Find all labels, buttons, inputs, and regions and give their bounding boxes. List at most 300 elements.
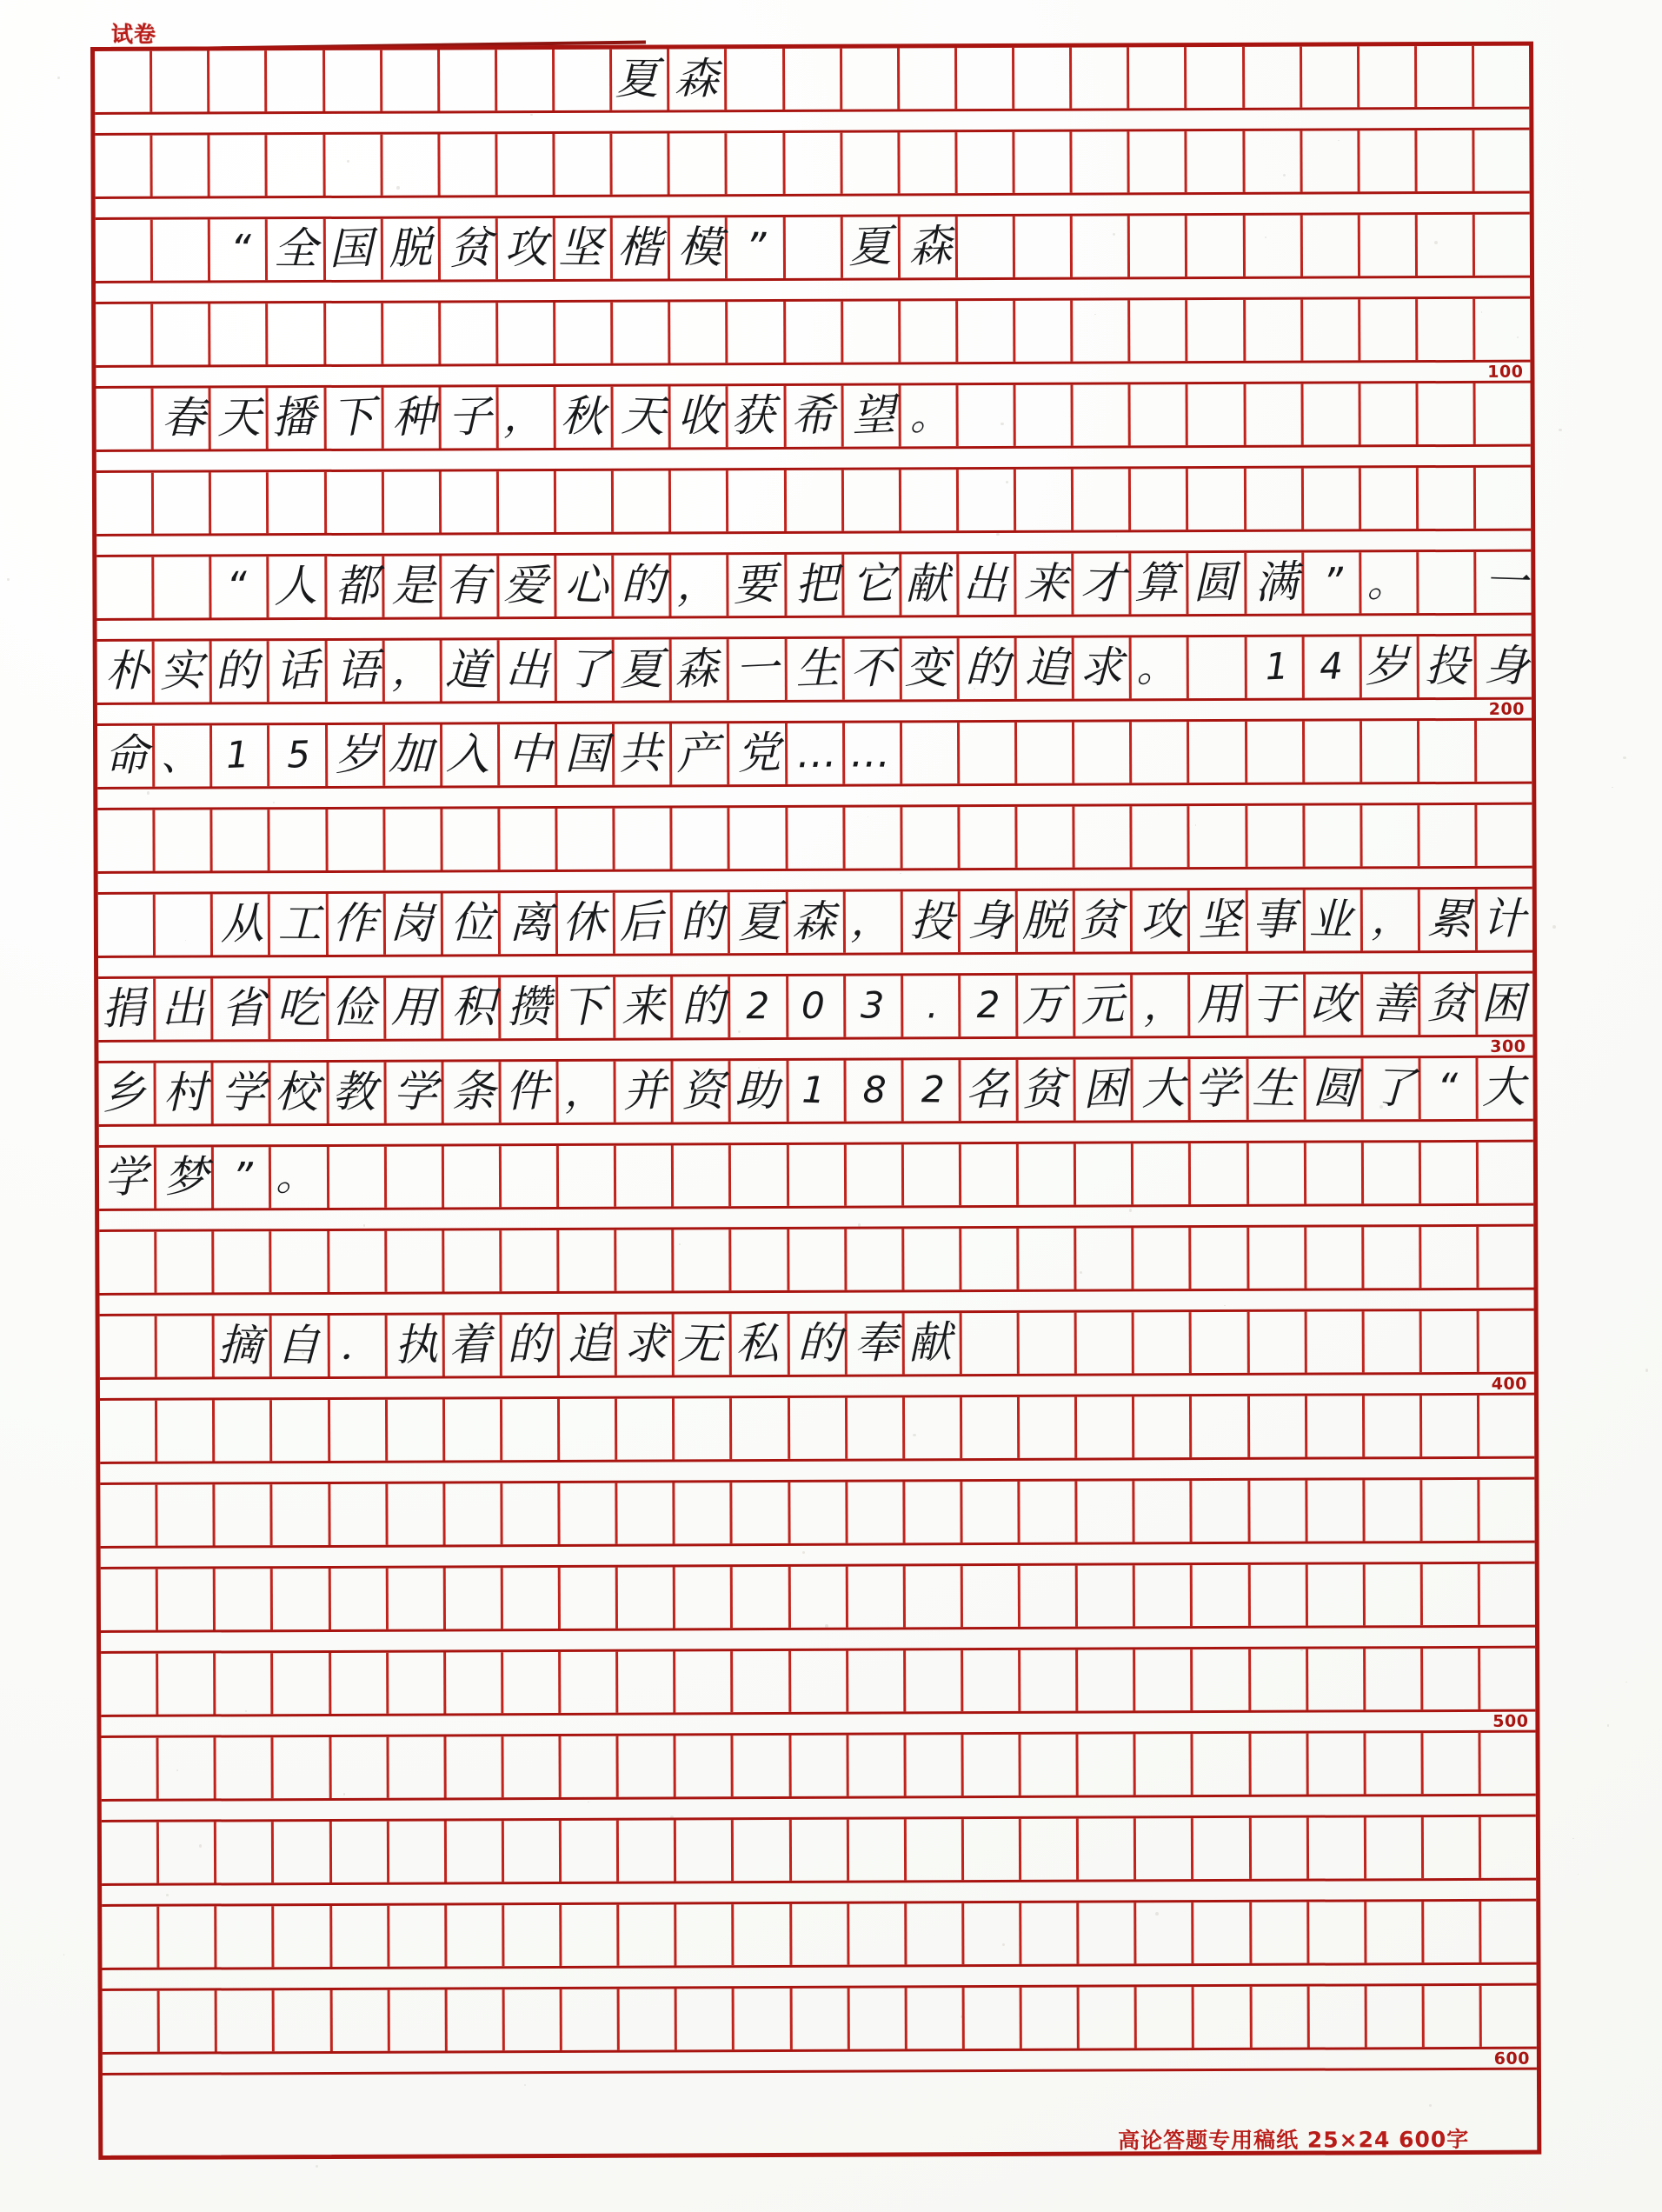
grid-cell[interactable] (1419, 805, 1477, 866)
grid-cell[interactable] (268, 219, 325, 280)
grid-cell[interactable] (1015, 217, 1073, 277)
grid-cell[interactable] (620, 1989, 677, 2049)
grid-cell[interactable] (153, 135, 210, 196)
grid-cell[interactable] (1424, 1902, 1481, 1962)
grid-cell[interactable] (216, 1737, 274, 1798)
grid-cell[interactable] (960, 807, 1017, 868)
grid-cell[interactable] (790, 1482, 848, 1543)
grid-cell[interactable] (386, 1062, 443, 1123)
grid-cell[interactable] (95, 136, 152, 197)
grid-cell[interactable] (1187, 216, 1245, 276)
grid-cell[interactable] (1080, 1987, 1137, 2048)
grid-cell[interactable] (102, 1822, 159, 1883)
grid-cell[interactable] (1189, 722, 1246, 783)
grid-cell[interactable] (735, 1989, 792, 2049)
grid-cell[interactable] (1079, 1818, 1136, 1879)
grid-cell[interactable] (98, 1063, 156, 1124)
grid-cell[interactable] (1248, 975, 1306, 1036)
grid-cell[interactable] (673, 976, 730, 1037)
grid-cell[interactable] (153, 219, 210, 280)
grid-cell[interactable] (788, 976, 846, 1037)
grid-cell[interactable] (1193, 1818, 1251, 1879)
grid-cell[interactable] (1475, 383, 1530, 444)
grid-cell[interactable] (733, 1651, 790, 1712)
grid-cell[interactable] (1246, 300, 1303, 361)
grid-cell[interactable] (1247, 890, 1305, 951)
grid-cell[interactable] (498, 303, 555, 363)
grid-cell[interactable] (442, 893, 500, 954)
grid-cell[interactable] (1307, 1564, 1365, 1625)
grid-cell[interactable] (787, 639, 844, 700)
grid-cell[interactable] (497, 134, 555, 195)
grid-cell[interactable] (1252, 1902, 1309, 1963)
grid-cell[interactable] (675, 1398, 732, 1459)
grid-cell[interactable] (846, 1060, 903, 1121)
grid-cell[interactable] (964, 1819, 1021, 1880)
grid-cell[interactable] (960, 723, 1017, 783)
grid-cell[interactable] (442, 640, 499, 701)
grid-cell[interactable] (1363, 974, 1420, 1035)
grid-cell[interactable] (97, 642, 155, 703)
grid-cell[interactable] (446, 1652, 503, 1713)
grid-cell[interactable] (790, 1567, 848, 1628)
grid-cell[interactable] (957, 48, 1014, 109)
grid-cell[interactable] (1251, 1818, 1308, 1879)
grid-cell[interactable] (785, 49, 842, 110)
grid-cell[interactable] (1188, 469, 1246, 530)
grid-cell[interactable] (619, 1904, 676, 1965)
grid-cell[interactable] (902, 891, 960, 952)
grid-cell[interactable] (158, 1653, 216, 1714)
grid-cell[interactable] (212, 556, 269, 617)
grid-cell[interactable] (159, 1737, 216, 1798)
grid-cell[interactable] (1135, 1481, 1193, 1542)
grid-cell[interactable] (331, 1737, 389, 1798)
grid-cell[interactable] (904, 1229, 961, 1289)
grid-cell[interactable] (619, 1820, 676, 1881)
grid-cell[interactable] (1021, 1903, 1079, 1964)
grid-cell[interactable] (1191, 1059, 1248, 1120)
grid-cell[interactable] (900, 132, 957, 193)
grid-cell[interactable] (331, 1822, 389, 1882)
grid-cell[interactable] (729, 723, 787, 784)
grid-cell[interactable] (1074, 384, 1131, 445)
grid-cell[interactable] (670, 133, 728, 194)
grid-cell[interactable] (1076, 1143, 1133, 1204)
grid-cell[interactable] (1418, 299, 1475, 360)
grid-cell[interactable] (843, 385, 901, 446)
grid-cell[interactable] (964, 1988, 1021, 2049)
grid-cell[interactable] (1076, 1228, 1133, 1289)
grid-cell[interactable] (1421, 1227, 1479, 1288)
grid-cell[interactable] (1362, 889, 1419, 950)
grid-cell[interactable] (1191, 1143, 1248, 1204)
grid-cell[interactable] (97, 810, 155, 871)
grid-cell[interactable] (849, 1903, 907, 1964)
grid-cell[interactable] (558, 893, 615, 954)
grid-cell[interactable] (155, 641, 212, 702)
grid-cell[interactable] (1014, 132, 1072, 193)
grid-cell[interactable] (1133, 1143, 1191, 1204)
grid-cell[interactable] (901, 301, 958, 362)
grid-cell[interactable] (445, 1568, 502, 1629)
grid-cell[interactable] (503, 1652, 561, 1713)
grid-cell[interactable] (1189, 637, 1246, 698)
grid-cell[interactable] (1019, 1144, 1076, 1205)
grid-cell[interactable] (957, 132, 1014, 193)
grid-cell[interactable] (214, 1147, 271, 1208)
grid-cell[interactable] (1014, 48, 1072, 109)
grid-cell[interactable] (501, 977, 558, 1038)
grid-cell[interactable] (443, 977, 501, 1038)
grid-cell[interactable] (673, 892, 730, 953)
grid-cell[interactable] (98, 895, 156, 956)
grid-cell[interactable] (1016, 470, 1074, 530)
grid-cell[interactable] (1250, 1565, 1307, 1626)
grid-cell[interactable] (555, 50, 612, 110)
grid-cell[interactable] (269, 556, 327, 617)
grid-cell[interactable] (499, 640, 556, 701)
grid-cell[interactable] (906, 1735, 963, 1796)
grid-cell[interactable] (785, 133, 842, 194)
grid-cell[interactable] (959, 638, 1016, 699)
grid-cell[interactable] (158, 1569, 216, 1629)
grid-cell[interactable] (788, 1061, 846, 1122)
grid-cell[interactable] (1366, 1733, 1423, 1794)
grid-cell[interactable] (1421, 1311, 1479, 1372)
grid-cell[interactable] (847, 1313, 904, 1374)
grid-cell[interactable] (1417, 130, 1474, 191)
grid-cell[interactable] (848, 1819, 906, 1880)
grid-cell[interactable] (1302, 46, 1360, 107)
grid-cell[interactable] (384, 556, 442, 616)
grid-cell[interactable] (497, 50, 555, 110)
grid-cell[interactable] (1078, 1649, 1135, 1710)
grid-cell[interactable] (847, 1229, 904, 1289)
grid-cell[interactable] (1419, 636, 1476, 697)
grid-cell[interactable] (903, 1060, 961, 1121)
grid-cell[interactable] (1134, 1396, 1192, 1457)
grid-cell[interactable] (902, 807, 960, 868)
grid-cell[interactable] (275, 1990, 332, 2051)
grid-cell[interactable] (502, 1146, 559, 1207)
grid-cell[interactable] (159, 1906, 216, 1967)
grid-cell[interactable] (213, 894, 270, 955)
grid-cell[interactable] (275, 1906, 332, 1967)
grid-cell[interactable] (1136, 1734, 1193, 1795)
grid-cell[interactable] (389, 1736, 446, 1797)
grid-cell[interactable] (213, 810, 270, 870)
grid-cell[interactable] (384, 471, 442, 532)
grid-cell[interactable] (270, 978, 328, 1039)
grid-cell[interactable] (786, 470, 843, 531)
grid-cell[interactable] (500, 809, 557, 869)
grid-cell[interactable] (1480, 1564, 1535, 1625)
grid-cell[interactable] (101, 1654, 158, 1715)
grid-cell[interactable] (502, 1483, 560, 1544)
grid-cell[interactable] (613, 302, 670, 363)
grid-cell[interactable] (1302, 215, 1360, 276)
grid-cell[interactable] (848, 1566, 905, 1627)
grid-cell[interactable] (386, 1146, 443, 1207)
grid-cell[interactable] (1079, 1734, 1136, 1795)
grid-cell[interactable] (674, 1061, 731, 1122)
grid-cell[interactable] (675, 1651, 733, 1712)
grid-cell[interactable] (845, 891, 902, 952)
grid-cell[interactable] (332, 1906, 389, 1967)
grid-cell[interactable] (1420, 974, 1478, 1035)
grid-cell[interactable] (1016, 554, 1074, 615)
grid-cell[interactable] (447, 1905, 504, 1966)
grid-cell[interactable] (1073, 131, 1130, 192)
grid-cell[interactable] (327, 725, 384, 786)
grid-cell[interactable] (159, 1822, 216, 1882)
grid-cell[interactable] (1306, 974, 1363, 1035)
grid-cell[interactable] (1132, 722, 1189, 783)
grid-cell[interactable] (1020, 1482, 1077, 1542)
grid-cell[interactable] (1307, 1396, 1365, 1456)
grid-cell[interactable] (501, 1062, 558, 1123)
grid-cell[interactable] (499, 556, 556, 616)
grid-cell[interactable] (1074, 553, 1131, 614)
grid-cell[interactable] (445, 1483, 502, 1544)
grid-cell[interactable] (728, 386, 786, 447)
grid-cell[interactable] (907, 1819, 964, 1880)
grid-cell[interactable] (156, 978, 213, 1039)
grid-cell[interactable] (961, 891, 1018, 952)
grid-cell[interactable] (1251, 1734, 1308, 1795)
grid-cell[interactable] (1020, 1397, 1077, 1458)
grid-cell[interactable] (617, 1482, 675, 1543)
grid-cell[interactable] (441, 303, 498, 363)
grid-cell[interactable] (503, 1568, 561, 1629)
grid-cell[interactable] (1075, 975, 1133, 1036)
grid-cell[interactable] (1245, 216, 1302, 276)
grid-cell[interactable] (961, 1060, 1018, 1121)
grid-cell[interactable] (559, 1146, 616, 1207)
grid-cell[interactable] (502, 1399, 560, 1460)
grid-cell[interactable] (1478, 1058, 1532, 1119)
grid-cell[interactable] (1482, 1986, 1537, 2047)
grid-cell[interactable] (789, 1229, 847, 1290)
grid-cell[interactable] (730, 808, 788, 869)
grid-cell[interactable] (156, 894, 213, 955)
grid-cell[interactable] (1302, 130, 1360, 191)
grid-cell[interactable] (558, 977, 615, 1038)
grid-cell[interactable] (1192, 1312, 1249, 1373)
grid-cell[interactable] (1192, 1228, 1249, 1289)
grid-cell[interactable] (1137, 1987, 1194, 2048)
grid-cell[interactable] (1074, 722, 1132, 783)
grid-cell[interactable] (1362, 721, 1419, 782)
grid-cell[interactable] (730, 892, 788, 953)
grid-cell[interactable] (1132, 637, 1189, 698)
grid-cell[interactable] (557, 809, 615, 869)
grid-cell[interactable] (1360, 215, 1418, 276)
grid-cell[interactable] (1476, 468, 1531, 529)
grid-cell[interactable] (1194, 1902, 1252, 1963)
grid-cell[interactable] (560, 1399, 617, 1460)
grid-cell[interactable] (99, 1232, 156, 1293)
grid-cell[interactable] (1479, 1311, 1534, 1372)
grid-cell[interactable] (789, 1314, 847, 1375)
grid-cell[interactable] (904, 1144, 961, 1205)
grid-cell[interactable] (326, 472, 383, 533)
grid-cell[interactable] (216, 1822, 274, 1882)
grid-cell[interactable] (559, 1230, 616, 1291)
grid-cell[interactable] (961, 976, 1018, 1036)
grid-cell[interactable] (269, 472, 326, 533)
grid-cell[interactable] (500, 724, 557, 785)
grid-cell[interactable] (98, 979, 156, 1040)
grid-cell[interactable] (614, 470, 671, 531)
grid-cell[interactable] (1246, 553, 1304, 614)
grid-cell[interactable] (274, 1737, 331, 1798)
grid-cell[interactable] (1079, 1902, 1136, 1963)
grid-cell[interactable] (733, 1567, 790, 1628)
grid-cell[interactable] (1304, 552, 1361, 613)
grid-cell[interactable] (732, 1398, 789, 1459)
grid-cell[interactable] (383, 387, 441, 448)
grid-cell[interactable] (1249, 1396, 1306, 1457)
grid-cell[interactable] (1131, 384, 1188, 445)
grid-cell[interactable] (209, 50, 267, 111)
grid-cell[interactable] (1020, 1566, 1078, 1627)
grid-cell[interactable] (1422, 1480, 1479, 1541)
grid-cell[interactable] (1188, 300, 1246, 361)
grid-cell[interactable] (1364, 1311, 1421, 1372)
grid-cell[interactable] (272, 1316, 329, 1376)
grid-cell[interactable] (1360, 46, 1417, 107)
grid-cell[interactable] (96, 220, 153, 281)
grid-cell[interactable] (1366, 1902, 1424, 1962)
grid-cell[interactable] (614, 555, 671, 616)
grid-cell[interactable] (444, 1146, 502, 1207)
grid-cell[interactable] (1365, 1480, 1422, 1541)
grid-cell[interactable] (1130, 300, 1187, 361)
grid-cell[interactable] (1133, 1228, 1191, 1289)
grid-cell[interactable] (271, 1147, 329, 1208)
grid-cell[interactable] (387, 1230, 444, 1291)
grid-cell[interactable] (216, 1653, 273, 1714)
grid-cell[interactable] (1477, 805, 1532, 866)
grid-cell[interactable] (502, 1230, 559, 1291)
grid-cell[interactable] (1308, 1817, 1366, 1878)
grid-cell[interactable] (1072, 47, 1129, 108)
grid-cell[interactable] (732, 1229, 789, 1290)
grid-cell[interactable] (270, 894, 328, 955)
grid-cell[interactable] (1015, 301, 1073, 362)
grid-cell[interactable] (842, 132, 900, 193)
grid-cell[interactable] (1074, 469, 1131, 530)
grid-cell[interactable] (1475, 299, 1530, 360)
grid-cell[interactable] (555, 303, 613, 363)
grid-cell[interactable] (561, 1736, 618, 1797)
grid-cell[interactable] (618, 1651, 675, 1712)
grid-cell[interactable] (1073, 216, 1130, 276)
grid-cell[interactable] (96, 304, 153, 365)
grid-cell[interactable] (616, 1061, 674, 1122)
grid-cell[interactable] (671, 470, 728, 531)
grid-cell[interactable] (731, 1145, 788, 1206)
grid-cell[interactable] (154, 556, 211, 617)
grid-cell[interactable] (786, 302, 843, 363)
grid-cell[interactable] (1251, 1649, 1308, 1710)
grid-cell[interactable] (1189, 553, 1246, 614)
grid-cell[interactable] (96, 473, 154, 534)
grid-cell[interactable] (672, 723, 729, 784)
grid-cell[interactable] (900, 48, 957, 109)
grid-cell[interactable] (1423, 1564, 1480, 1625)
grid-cell[interactable] (273, 1569, 330, 1629)
grid-cell[interactable] (959, 470, 1016, 530)
grid-cell[interactable] (155, 725, 212, 786)
grid-cell[interactable] (1252, 1987, 1309, 2048)
grid-cell[interactable] (1365, 1396, 1422, 1456)
grid-cell[interactable] (1192, 1396, 1249, 1457)
grid-cell[interactable] (1020, 1650, 1078, 1711)
grid-cell[interactable] (212, 641, 269, 702)
grid-cell[interactable] (1306, 1311, 1364, 1372)
grid-cell[interactable] (1078, 1565, 1135, 1626)
grid-cell[interactable] (1129, 47, 1187, 108)
grid-cell[interactable] (504, 1821, 562, 1882)
grid-cell[interactable] (215, 1316, 272, 1376)
grid-cell[interactable] (676, 1904, 734, 1965)
grid-cell[interactable] (498, 387, 555, 448)
grid-cell[interactable] (1130, 216, 1187, 276)
grid-cell[interactable] (325, 135, 382, 196)
grid-cell[interactable] (1133, 975, 1190, 1036)
grid-cell[interactable] (1017, 807, 1074, 868)
grid-cell[interactable] (503, 1736, 561, 1797)
grid-cell[interactable] (1419, 468, 1476, 529)
grid-cell[interactable] (96, 389, 154, 450)
grid-cell[interactable] (792, 1989, 849, 2049)
grid-cell[interactable] (444, 1315, 502, 1376)
grid-cell[interactable] (1420, 889, 1478, 950)
grid-cell[interactable] (389, 1905, 447, 1966)
grid-cell[interactable] (210, 219, 268, 280)
grid-cell[interactable] (1481, 1902, 1536, 1962)
grid-cell[interactable] (1194, 1987, 1252, 2048)
grid-cell[interactable] (901, 385, 958, 446)
grid-cell[interactable] (1362, 805, 1419, 866)
grid-cell[interactable] (669, 49, 727, 110)
grid-cell[interactable] (1309, 1986, 1366, 2047)
grid-cell[interactable] (1478, 889, 1532, 950)
grid-cell[interactable] (676, 1820, 734, 1881)
grid-cell[interactable] (562, 1821, 619, 1882)
grid-cell[interactable] (328, 894, 385, 955)
grid-cell[interactable] (1366, 1986, 1424, 2047)
grid-cell[interactable] (1477, 721, 1532, 782)
grid-cell[interactable] (157, 1484, 215, 1545)
grid-cell[interactable] (1193, 1734, 1251, 1795)
grid-cell[interactable] (786, 386, 843, 447)
grid-cell[interactable] (1303, 383, 1360, 444)
grid-cell[interactable] (1366, 1649, 1423, 1709)
grid-cell[interactable] (1131, 469, 1188, 530)
grid-cell[interactable] (389, 1989, 447, 2050)
grid-cell[interactable] (788, 892, 845, 953)
grid-cell[interactable] (101, 1569, 158, 1630)
grid-cell[interactable] (1478, 974, 1532, 1035)
grid-cell[interactable] (96, 557, 154, 618)
grid-cell[interactable] (848, 1397, 905, 1458)
grid-cell[interactable] (558, 1062, 615, 1123)
grid-cell[interactable] (791, 1820, 848, 1881)
